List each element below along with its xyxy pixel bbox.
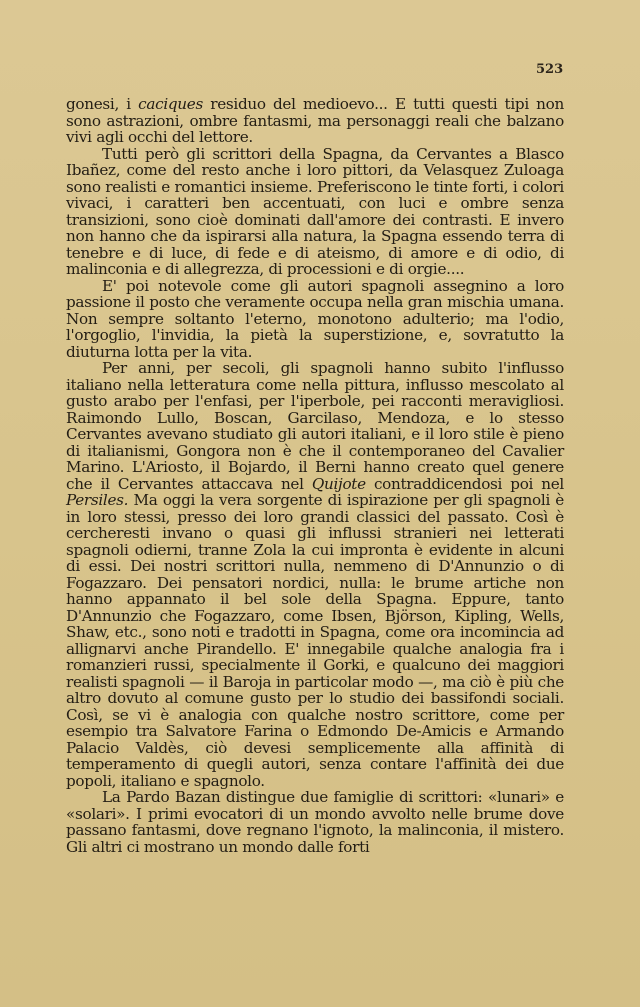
paragraph	[66, 360, 564, 789]
paragraph	[66, 96, 564, 146]
text-run: Per anni, per secoli, gli spagnoli hanno subito l'influsso italiano nella letteratura come nella pittura, influsso mescolato al gusto arabo per l'enfasi, per l'iperbole, pei racconti meravigliosi. Raimondo Lullo, Boscan, Garcilaso, Mendoza, e lo stesso Cervantes avevano studiato gli autori italiani, e il loro stile è pieno di italianismi, Gongora non è che il contemporaneo del Cavalier Marino. L'Ariosto, il Bojardo, il Berni hanno creato quel genere che il Cervantes attaccava nel	[66, 359, 564, 493]
page-number: 523	[536, 62, 564, 77]
text-run: residuo del medioevo... E tutti questi tipi non sono astrazioni, ombre fantasmi, ma personaggi reali che balzano vivi agli occhi del lettore.	[66, 95, 564, 146]
paragraph	[66, 789, 564, 855]
paragraph	[66, 146, 564, 278]
text-run: contraddicendosi poi nel	[365, 474, 564, 493]
text-run: La Pardo Bazan distingue due famiglie di scrittori: «lunari» e «solari». I primi evocatori di un mondo avvolto nelle brume dove passano fantasmi, dove regnano l'ignoto, la malinconia, il mistero. Gli altri ci mostrano un mondo dalle forti	[66, 788, 564, 856]
text-run: E' poi notevole come gli autori spagnoli assegnino a loro passione il posto che veramente occupa nella gran mischia umana. Non sempre soltanto l'eterno, monotono adulterio; ma l'odio, l'orgoglio, l'invidia, la pietà la superstizione, e, sovratutto la diuturna lotta per la vita.	[66, 276, 564, 361]
text-run: Tutti però gli scrittori della Spagna, da Cervantes a Blasco Ibañez, come del resto anche i loro pittori, da Velasquez Zuloaga sono realisti e romantici insieme. Preferiscono le tinte forti, i colori vivaci, i caratteri ben accentuati, con luci e ombre senza transizioni, sono cioè dominati dall'amore dei contrasti. E invero non hanno che da ispirarsi alla natura, la Spagna essendo terra di tenebre e di luce, di fede e di ateismo, di amore e di odio, di malinconia e di allegrezza, di processioni e di orgie....	[66, 144, 564, 278]
italic-title: Persiles.	[66, 491, 129, 509]
body-text	[66, 96, 564, 855]
paragraph	[66, 278, 564, 361]
italic-title: Quijote	[311, 474, 366, 493]
text-run: gonesi, i	[66, 95, 139, 113]
italic-title: caciques	[138, 95, 203, 113]
text-run: Ma oggi la vera sorgente di ispirazione per gli spagnoli è in loro stessi, presso dei loro grandi classici del passato. Così è cercheresti invano o quasi gli influssi stranieri nei letterati spagnoli odierni, tranne Zola la cui impronta è evidente in alcuni di essi. Dei nostri scrittori nulla, nemmeno di D'Annunzio o di Fogazzaro. Dei pensatori nordici, nulla: le brume artiche non hanno appannato il bel sole della Spagna. Eppure, tanto D'Annunzio che Fogazzaro, come Ibsen, Björson, Kipling, Wells, Shaw, etc., sono noti e tradotti in Spagna, come ora incomincia ad allignarvi anche Pirandello. E' innegabile qualche analogia fra i romanzieri russi, specialmente il Gorki, e qualcuno dei maggiori realisti spagnoli — il Baroja in particolar modo —, ma ciò è più che altro dovuto al comune gusto per lo studio dei bassifondi sociali. Così, se vi è analogia con qualche nostro scrittore, come per esempio tra Salvatore Farina o Edmondo De-Amicis e Armando Palacio Valdès, ciò devesi semplicemente alla affinità di temperamento di quegli autori, senza contare l'affinità dei due popoli, italiano e spagnolo.	[66, 491, 564, 790]
